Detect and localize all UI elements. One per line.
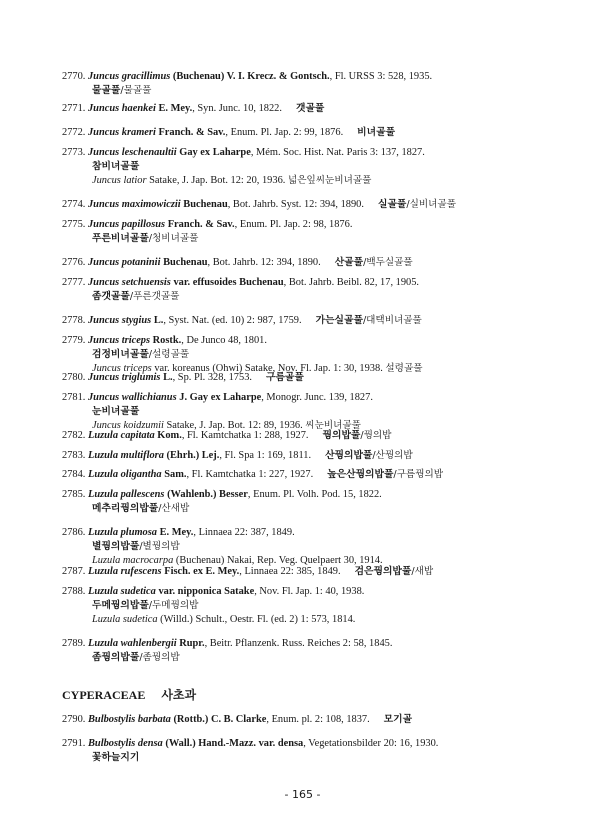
scientific-name: Luzula wahlenbergii (87, 638, 177, 649)
entry-line (62, 218, 582, 232)
entry-korean-line (62, 232, 582, 246)
entry-line (62, 371, 582, 385)
synonym-citation: var. koreanus (Ohwi) Satake, Nov. Fl. Jap. 1: 30, 1938. (151, 363, 383, 374)
family-korean: 사초과 (161, 688, 197, 702)
entry-number: 2781. (62, 392, 88, 403)
entry-number: 2779. (62, 335, 88, 346)
entry-number: 2775. (62, 219, 88, 230)
author: Rupr. (179, 638, 205, 649)
scientific-name: Juncus maximowiczii (87, 199, 181, 210)
entry-number: 2786. (62, 527, 88, 538)
scientific-name: Luzula sudetica (87, 586, 156, 597)
entry-line (62, 449, 582, 463)
korean-name-alt: /별꿩의밥 (139, 541, 180, 552)
author: Franch. & Sav. (167, 219, 235, 230)
korean-name-primary: 비녀골풀 (357, 127, 396, 138)
synonym-citation: Satake, J. Jap. Bot. 12: 20, 1936. (146, 175, 286, 186)
entry-number: 2785. (62, 489, 88, 500)
entry-line (62, 468, 582, 482)
korean-name (327, 469, 443, 480)
citation: , Beitr. Pflanzenk. Russ. Reiches 2: 58, 1845. (204, 638, 393, 649)
korean-name (92, 503, 189, 514)
species-entry (62, 198, 582, 212)
korean-name-alt: /대택비녀골풀 (362, 315, 422, 326)
author: E. Mey. (159, 527, 194, 538)
korean-name-alt: /두메꿩의밥 (148, 600, 199, 611)
species-entry (62, 713, 582, 727)
author: Buchenau (163, 257, 208, 268)
entry-line (62, 565, 582, 579)
entry-line (62, 146, 582, 160)
species-entry (62, 585, 582, 627)
entry-korean-line (62, 502, 582, 516)
entry-korean-line (62, 751, 582, 765)
citation: , Linnaea 22: 387, 1849. (193, 527, 295, 538)
entry-korean-line (62, 290, 582, 304)
entry-korean-line (62, 348, 582, 362)
scientific-name: Bulbostylis densa (87, 738, 163, 749)
entry-number: 2774. (62, 199, 88, 210)
citation: , Enum. Pl. Jap. 2: 99, 1876. (225, 127, 344, 138)
entry-number: 2773. (62, 147, 88, 158)
korean-name-alt: /푸른갯골풀 (129, 291, 180, 302)
synonym-korean: 설령골풀 (385, 363, 423, 374)
entry-line (62, 391, 582, 405)
korean-name-primary: 모기골 (383, 714, 413, 725)
citation: , Syn. Junc. 10, 1822. (192, 103, 282, 114)
entry-line (62, 429, 582, 443)
korean-name-primary: 좀갯골풀 (92, 291, 130, 302)
synonym-name: Juncus triceps (92, 363, 152, 374)
korean-name (266, 372, 304, 383)
korean-name (92, 652, 180, 663)
citation: , Nov. Fl. Jap. 1: 40, 1938. (254, 586, 365, 597)
synonym-citation: (Willd.) Schult., Oestr. Fl. (ed. 2) 1: 573, 1814. (157, 614, 356, 625)
korean-name-primary: 산골풀 (334, 257, 364, 268)
scientific-name: Luzula plumosa (87, 527, 157, 538)
family-heading (62, 686, 196, 703)
scientific-name: Luzula rufescens (87, 566, 162, 577)
species-entry (62, 468, 582, 482)
species-entry (62, 637, 582, 665)
scientific-name: Luzula oligantha (87, 469, 162, 480)
synonym-line (62, 174, 582, 188)
entry-number: 2790. (62, 714, 88, 725)
entry-line (62, 102, 582, 116)
scientific-name: Luzula multiflora (87, 450, 164, 461)
synonym-name: Juncus koidzumii (92, 420, 164, 431)
korean-name (296, 103, 324, 114)
scientific-name: Luzula pallescens (87, 489, 165, 500)
korean-name-primary: 물골풀 (92, 85, 121, 96)
citation: , Monogr. Junc. 139, 1827. (261, 392, 373, 403)
entry-number: 2778. (62, 315, 88, 326)
korean-name-primary: 산꿩의밥풀 (325, 450, 373, 461)
author: Gay ex Laharpe (179, 147, 251, 158)
korean-name (378, 199, 456, 210)
entry-korean-line (62, 651, 582, 665)
citation: , Bot. Jahrb. Beibl. 82, 17, 1905. (283, 277, 420, 288)
entry-number: 2776. (62, 257, 88, 268)
synonym-name: Luzula macrocarpa (92, 555, 174, 566)
korean-name-alt: /새밥 (411, 566, 434, 577)
entry-line (62, 276, 582, 290)
synonym-citation: (Buchenau) Nakai, Rep. Veg. Quelpaert 30, 1914. (173, 555, 383, 566)
korean-name-alt: /산꿩의밥 (372, 450, 413, 461)
entry-line (62, 737, 582, 751)
korean-name-primary: 두메꿩의밥풀 (92, 600, 149, 611)
scientific-name: Juncus haenkei (87, 103, 156, 114)
citation: , Linnaea 22: 385, 1849. (239, 566, 341, 577)
citation: , De Junco 48, 1801. (181, 335, 267, 346)
entry-number: 2784. (62, 469, 88, 480)
author: (Buchenau) V. I. Krecz. & Gontsch. (172, 71, 330, 82)
korean-name-primary: 좀꿩의밥풀 (92, 652, 140, 663)
scientific-name: Juncus potaninii (87, 257, 161, 268)
citation: , Enum. pl. 2: 108, 1837. (266, 714, 370, 725)
species-entry (62, 314, 582, 328)
species-entry (62, 371, 582, 385)
entry-line (62, 126, 582, 140)
korean-name (92, 291, 179, 302)
author: var. effusoides Buchenau (173, 277, 284, 288)
korean-name-primary: 메추리꿩의밥풀 (92, 503, 159, 514)
scientific-name: Juncus gracillimus (87, 71, 171, 82)
scientific-name: Juncus triglumis (87, 372, 161, 383)
korean-name (355, 566, 434, 577)
entry-number: 2789. (62, 638, 88, 649)
species-entry (62, 334, 582, 376)
korean-name-primary: 푸른비녀골풀 (92, 233, 149, 244)
korean-name-primary: 별꿩의밥풀 (92, 541, 140, 552)
citation: , Fl. Kamtchatka 1: 227, 1927. (186, 469, 314, 480)
synonym-korean: 씨눈비녀골풀 (305, 420, 361, 431)
citation: , Fl. Kamtchatka 1: 288, 1927. (181, 430, 309, 441)
entry-number: 2782. (62, 430, 88, 441)
korean-name-primary: 눈비녀골풀 (92, 406, 140, 417)
korean-name (92, 161, 139, 172)
korean-name-primary: 꽃하늘지기 (92, 752, 140, 763)
korean-name-alt: /청비녀골풀 (148, 233, 199, 244)
author: Sam. (164, 469, 187, 480)
species-entry (62, 102, 582, 116)
citation: , Fl. Spa 1: 169, 1811. (219, 450, 312, 461)
entry-line (62, 70, 582, 84)
entry-line (62, 713, 582, 727)
korean-name-alt: /꿩의밥 (360, 430, 392, 441)
author: (Wall.) Hand.-Mazz. var. densa (165, 738, 304, 749)
author: (Wahlenb.) Besser (167, 489, 248, 500)
author: Buchenau (183, 199, 228, 210)
scientific-name: Juncus krameri (87, 127, 156, 138)
entry-line (62, 526, 582, 540)
species-entry (62, 256, 582, 270)
citation: , Sp. Pl. 328, 1753. (172, 372, 252, 383)
author: Kom. (157, 430, 182, 441)
entry-korean-line (62, 405, 582, 419)
synonym-citation: Satake, J. Jap. Bot. 12: 89, 1936. (163, 420, 303, 431)
author: J. Gay ex Laharpe (179, 392, 262, 403)
page-number: - 165 - (284, 788, 321, 801)
entry-number: 2791. (62, 738, 88, 749)
entry-korean-line (62, 84, 582, 98)
author: var. nipponica Satake (158, 586, 255, 597)
korean-name-alt: /백두실골풀 (363, 257, 413, 268)
korean-name-primary: 높은산꿩의밥풀 (327, 469, 394, 480)
korean-name-alt: /물골풀 (120, 85, 152, 96)
species-entry (62, 70, 582, 98)
korean-name (384, 714, 412, 725)
species-entry (62, 218, 582, 246)
korean-name (92, 406, 139, 417)
citation: , Fl. URSS 3: 528, 1935. (329, 71, 433, 82)
scientific-name: Juncus leschenaultii (87, 147, 177, 158)
species-entry (62, 146, 582, 188)
author: Franch. & Sav. (158, 127, 226, 138)
species-entry (62, 565, 582, 579)
scientific-name: Luzula capitata (87, 430, 155, 441)
species-entry (62, 276, 582, 304)
entry-number: 2783. (62, 450, 88, 461)
species-entry (62, 429, 582, 443)
korean-name (92, 349, 189, 360)
citation: , Syst. Nat. (ed. 10) 2: 987, 1759. (163, 315, 302, 326)
korean-name-primary: 갯골풀 (295, 103, 325, 114)
korean-name-primary: 구름골풀 (266, 372, 304, 383)
entry-korean-line (62, 160, 582, 174)
author: Rostk. (152, 335, 182, 346)
scientific-name: Juncus setchuensis (87, 277, 171, 288)
entry-number: 2788. (62, 586, 88, 597)
scientific-name: Juncus triceps (87, 335, 151, 346)
entry-number: 2787. (62, 566, 88, 577)
entry-number: 2777. (62, 277, 88, 288)
entry-line (62, 637, 582, 651)
species-entry (62, 391, 582, 433)
entry-korean-line (62, 540, 582, 554)
korean-name (92, 541, 180, 552)
korean-name-alt: /설령골풀 (148, 349, 190, 360)
korean-name-primary: 참비녀골풀 (92, 161, 140, 172)
author: L. (153, 315, 164, 326)
citation: , Mém. Soc. Hist. Nat. Paris 3: 137, 1827. (250, 147, 425, 158)
korean-name-primary: 검은꿩의밥풀 (354, 566, 412, 577)
korean-name (323, 430, 392, 441)
korean-name-primary: 꿩의밥풀 (322, 430, 361, 441)
citation: , Enum. Pl. Volh. Pod. 15, 1822. (247, 489, 382, 500)
citation: , Enum. Pl. Jap. 2: 98, 1876. (234, 219, 353, 230)
korean-name-alt: /산새밥 (158, 503, 190, 514)
korean-name (92, 600, 198, 611)
scientific-name: Juncus stygius (87, 315, 152, 326)
scientific-name: Juncus wallichianus (87, 392, 177, 403)
korean-name (92, 752, 139, 763)
author: L. (163, 372, 173, 383)
entry-line (62, 314, 582, 328)
korean-name (335, 257, 413, 268)
korean-name-primary: 검정비녀골풀 (92, 349, 149, 360)
entry-line (62, 585, 582, 599)
species-entry (62, 126, 582, 140)
synonym-korean: 넓은잎씨눈비녀골풀 (287, 175, 372, 186)
korean-name-alt: /구름꿩의밥 (393, 469, 443, 480)
korean-name-primary: 가는실골풀 (315, 315, 363, 326)
entry-line (62, 256, 582, 270)
synonym-name: Luzula sudetica (92, 614, 158, 625)
synonym-name: Juncus latior (92, 175, 147, 186)
citation: , Bot. Jahrb. Syst. 12: 394, 1890. (227, 199, 364, 210)
entry-number: 2772. (62, 127, 88, 138)
korean-name (316, 315, 422, 326)
author: Fisch. ex E. Mey. (164, 566, 240, 577)
synonym-line (62, 613, 582, 627)
species-entry (62, 449, 582, 463)
entry-line (62, 334, 582, 348)
korean-name (357, 127, 395, 138)
species-entry (62, 737, 582, 765)
entry-number: 2771. (62, 103, 88, 114)
citation: , Vegetationsbilder 20: 16, 1930. (303, 738, 439, 749)
family-latin: CYPERACEAE (62, 688, 146, 702)
author: E. Mey. (158, 103, 193, 114)
species-entry (62, 526, 582, 568)
korean-name (92, 233, 198, 244)
scientific-name: Juncus papillosus (87, 219, 166, 230)
korean-name (92, 85, 151, 96)
entry-number: 2780. (62, 372, 88, 383)
korean-name-primary: 실골풀 (377, 199, 407, 210)
entry-line (62, 198, 582, 212)
entry-korean-line (62, 599, 582, 613)
korean-name-alt: /좀꿩의밥 (139, 652, 180, 663)
author: (Rottb.) C. B. Clarke (173, 714, 267, 725)
entry-number: 2770. (62, 71, 88, 82)
scientific-name: Bulbostylis barbata (87, 714, 171, 725)
entry-line (62, 488, 582, 502)
species-entry (62, 488, 582, 516)
citation: , Bot. Jahrb. 12: 394, 1890. (207, 257, 321, 268)
korean-name (325, 450, 413, 461)
korean-name-alt: /실비녀골풀 (406, 199, 456, 210)
author: (Ehrh.) Lej. (166, 450, 220, 461)
